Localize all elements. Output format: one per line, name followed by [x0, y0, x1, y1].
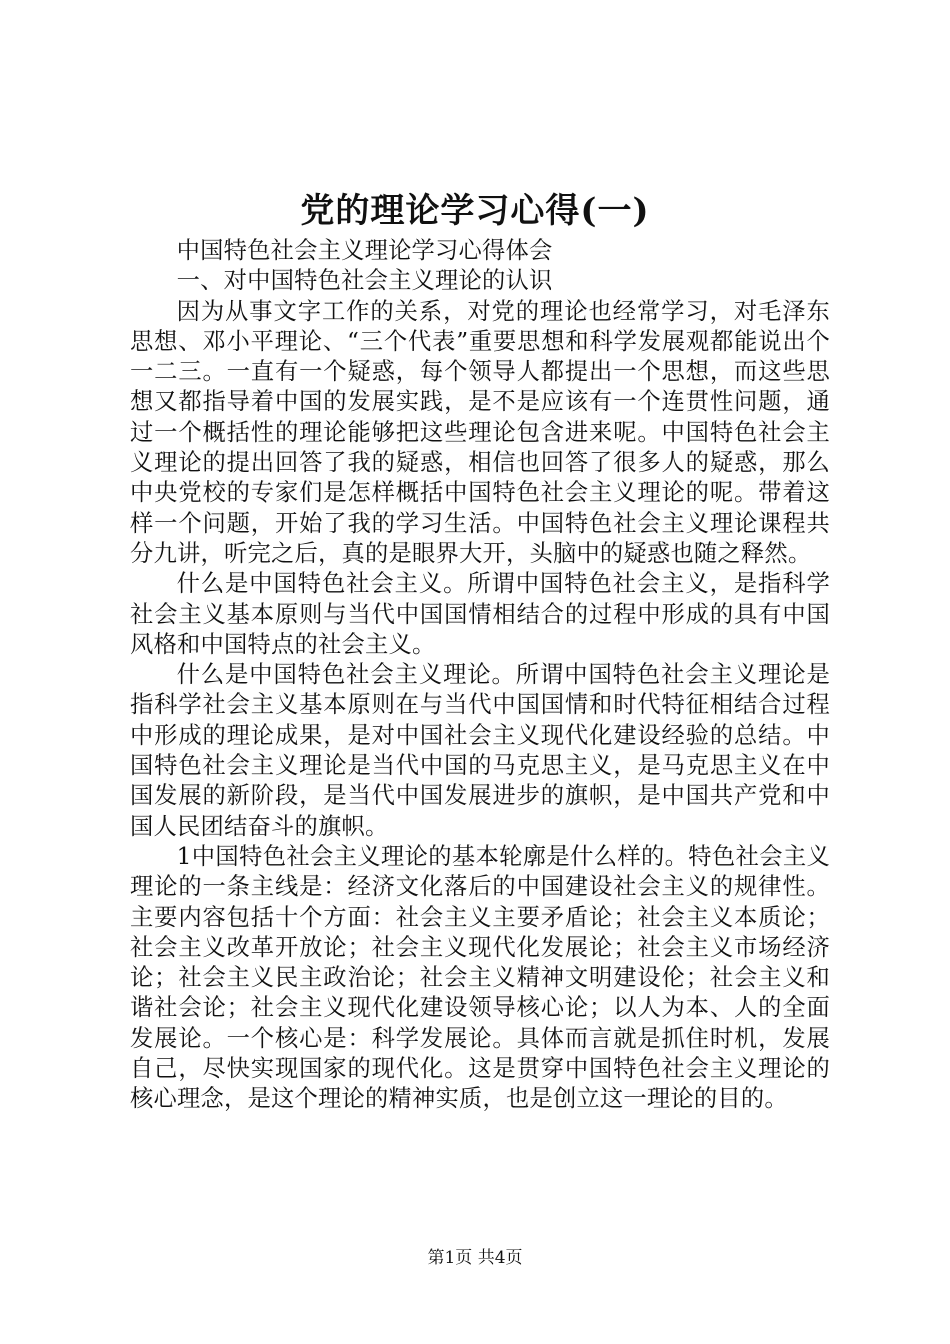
paragraph: 中国特色社会主义理论学习心得体会: [176, 237, 553, 264]
page-footer: 第1页 共4页: [427, 1248, 523, 1268]
paragraph: 什么是中国特色社会主义。所谓中国特色社会主义，是指科学社会主义基本原则与当代中国国情相结合的过程中形成的具有中国风格和中国特点的社会主义。: [130, 570, 830, 658]
paragraph: 什么是中国特色社会主义理论。所谓中国特色社会主义理论是指科学社会主义基本原则在与当代中国国情和时代特征相结合过程中形成的理论成果，是对中国社会主义现代化建设经验的总结。中国特色社会主义理论是当代中国的马克思主义，是马克思主义在中国发展的新阶段，是当代中国发展进步的旗帜，是中国共产党和中国人民团结奋斗的旗帜。: [130, 661, 830, 840]
paragraph: 因为从事文字工作的关系，对党的理论也经常学习，对毛泽东思想、邓小平理论、“三个代表”重要思想和科学发展观都能说出个一二三。一直有一个疑惑，每个领导人都提出一个思想，而这些思想又都指导着中国的发展实践，是不是应该有一个连贯性问题，通过一个概括性的理论能够把这些理论包含进来呢。中国特色社会主义理论的提出回答了我的疑惑，相信也回答了很多人的疑惑，那么中央党校的专家们是怎样概括中国特色社会主义理论的呢。带着这样一个问题，开始了我的学习生活。中国特色社会主义理论课程共分九讲，听完之后，真的是眼界大开，头脑中的疑惑也随之释然。: [130, 297, 830, 567]
paragraph: 1中国特色社会主义理论的基本轮廓是什么样的。特色社会主义理论的一条主线是：经济文化落后的中国建设社会主义的规律性。主要内容包括十个方面：社会主义主要矛盾论；社会主义本质论；社会主义改革开放论；社会主义现代化发展论；社会主义市场经济论；社会主义民主政治论；社会主义精神文明建设伦；社会主义和谐社会论；社会主义现代化建设领导核心论；以人为本、人的全面发展论。一个核心是：科学发展论。具体而言就是抓住时机，发展自己，尽快实现国家的现代化。这是贯穿中国特色社会主义理论的核心理念，是这个理论的精神实质，也是创立这一理论的目的。: [130, 842, 830, 1113]
document-body: [130, 236, 830, 1115]
page-title: 党的理论学习心得(一): [300, 191, 650, 231]
paragraph: 一、对中国特色社会主义理论的认识: [176, 267, 553, 295]
